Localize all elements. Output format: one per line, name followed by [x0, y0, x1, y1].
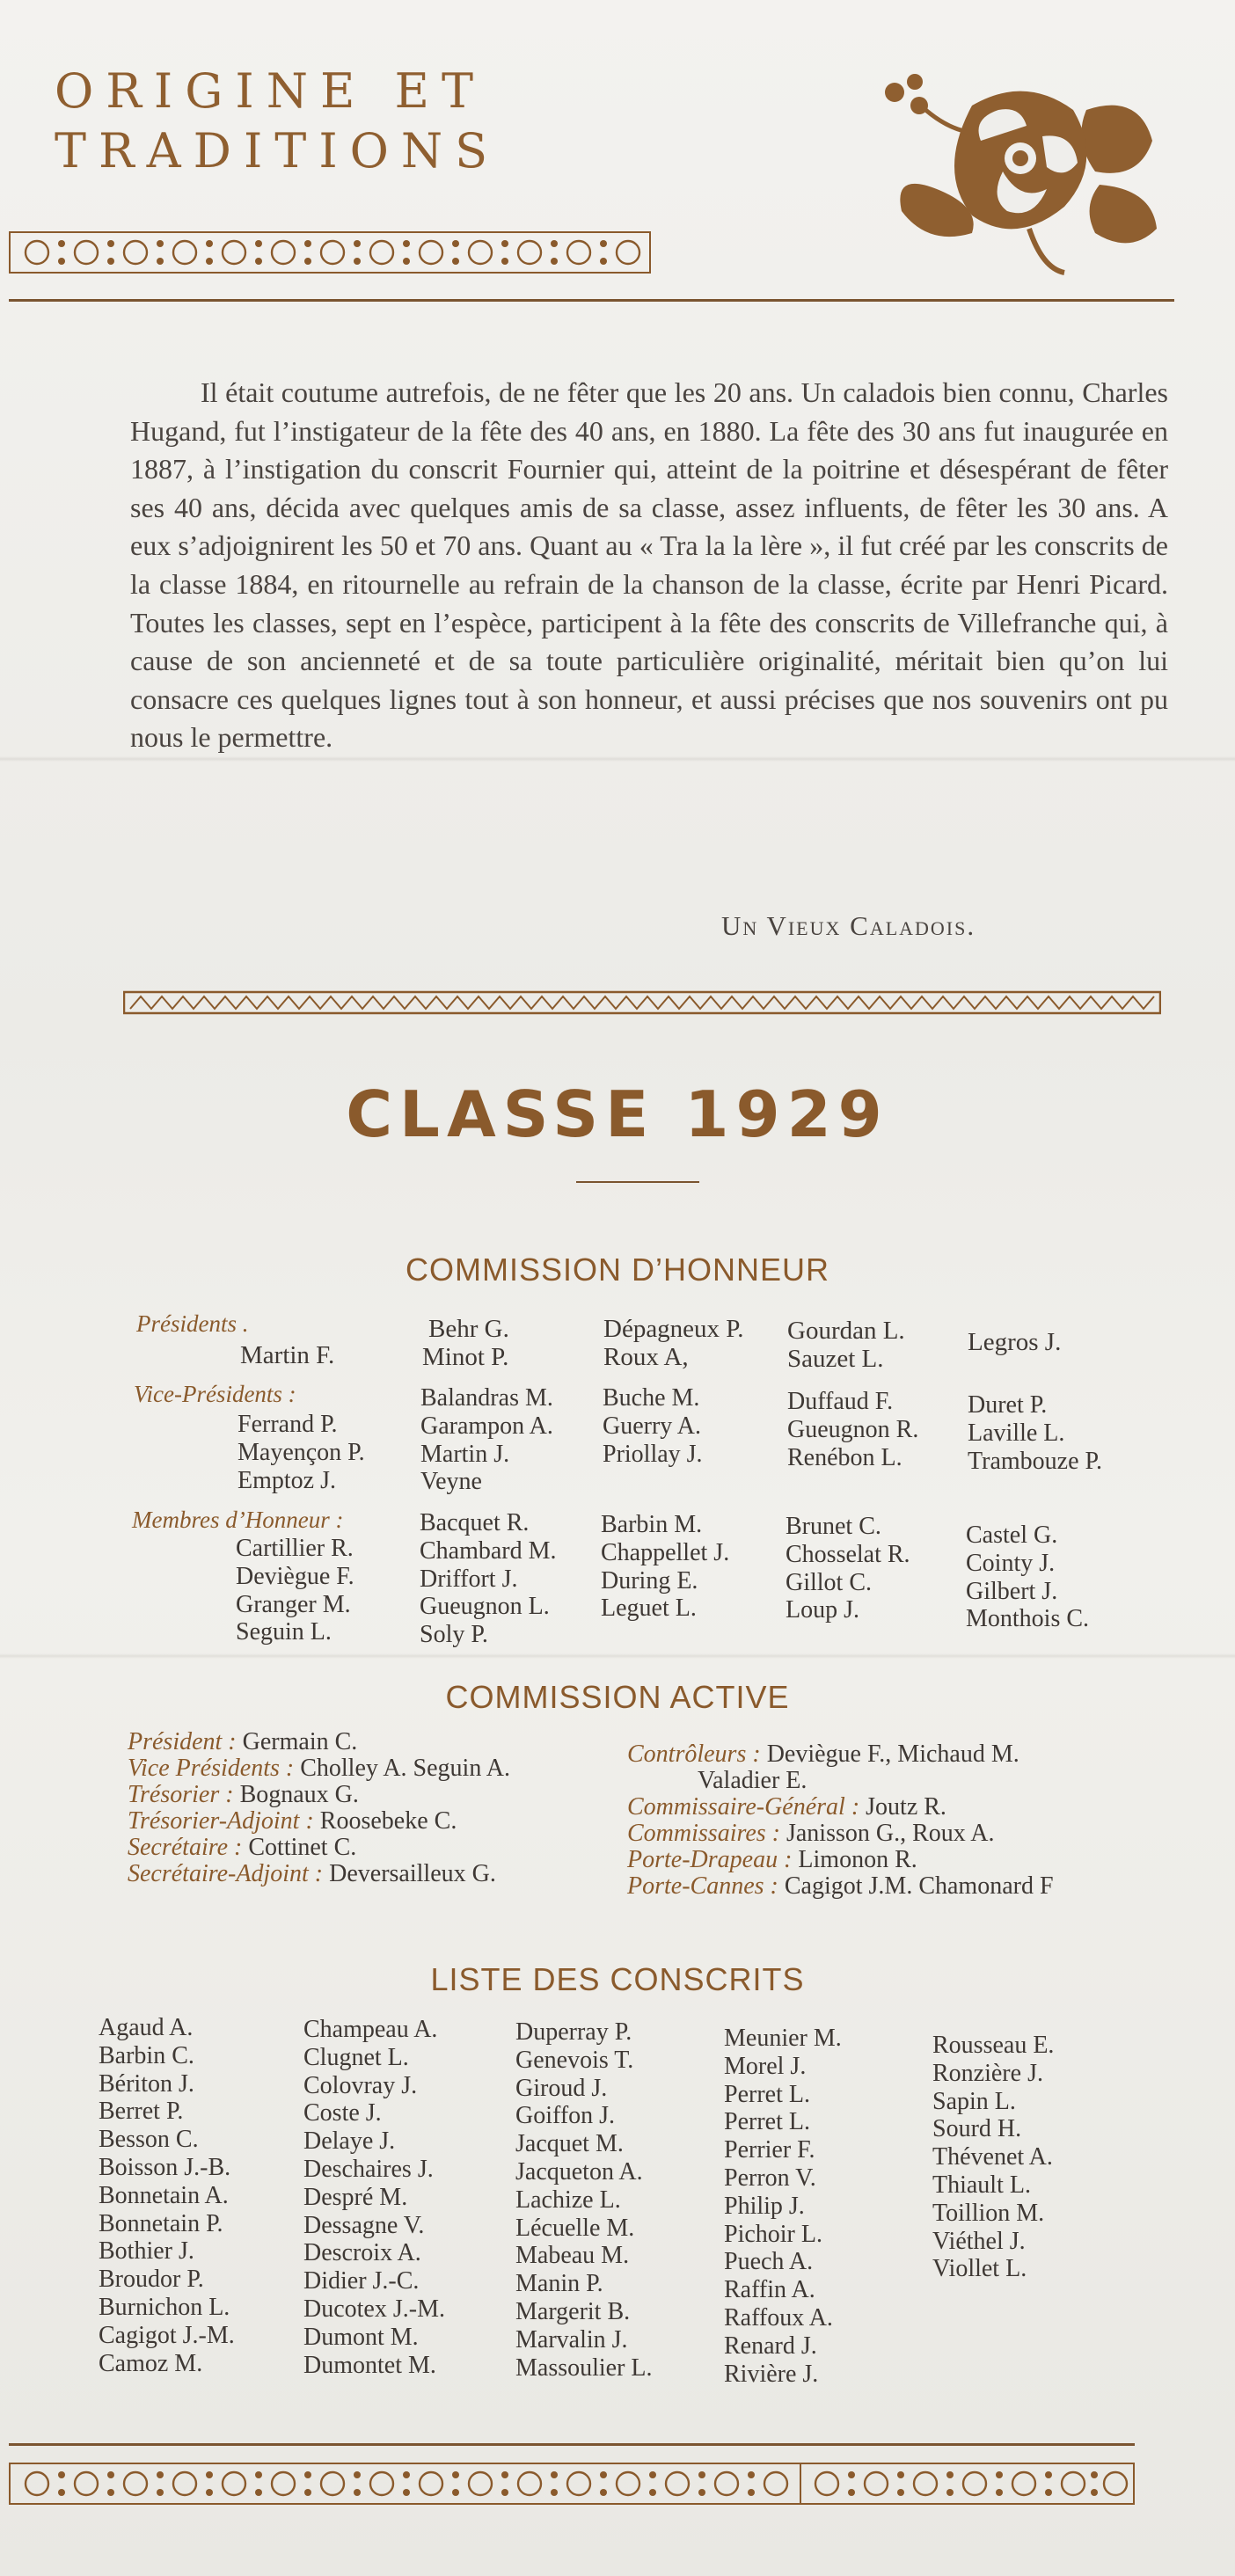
member-name: Chambard M. — [420, 1536, 557, 1565]
membres-label: Membres d’Honneur : — [132, 1507, 344, 1533]
member-name: Garampon A. — [420, 1412, 553, 1440]
conscrit-name: Perron V. — [724, 2164, 816, 2192]
conscrit-name: Camoz M. — [99, 2349, 203, 2377]
member-name: Dépagneux P. — [603, 1315, 744, 1343]
role-label: Contrôleurs : — [627, 1740, 761, 1768]
conscrit-name: Deschaires J. — [303, 2155, 434, 2183]
conscrit-name: Didier J.-C. — [303, 2267, 420, 2295]
divider-ornament — [123, 989, 1161, 1016]
membres-column-4 — [786, 1513, 910, 1624]
vice-column-5 — [968, 1391, 1102, 1475]
vice-column-3 — [603, 1384, 703, 1468]
member-name: Emptoz J. — [238, 1466, 336, 1494]
member-name: Ferrand P. — [238, 1411, 338, 1438]
member-name: Minot P. — [422, 1343, 509, 1371]
member-name: Duffaud F. — [787, 1388, 894, 1415]
vice-column-1 — [238, 1411, 365, 1494]
member-name: Gueugnon R. — [787, 1415, 919, 1443]
conscrits-column-4 — [724, 2025, 842, 2388]
intro-paragraph: Il était coutume autrefois, de ne fêter que les 20 ans. Un caladois bien connu, Charles Hugand, fut l’instigateur de la fête des 40 ans, en 1880. La fête des 30 ans fut inaugurée en 1887, à l’instigation du conscrit Fournier qui, atteint de la poitrine et désespérant de fêter ses 40 ans, décida avec quelques amis de sa classe, assez influents, de fêter les 30 ans. A eux s’adjoignirent les 50 et 70 ans. Quant au « Tra la la lère », il fut créé par les conscrits de la classe 1884, en ritournelle au refrain de la chanson de la classe, écrite par Henri Picard. Toutes les classes, sept en l’espèce, participent à la fête des conscrits de Villefranche qui, à cause de son ancienneté et de sa toute particulière originalité, méritait bien qu’on lui consacre ces quelques lignes tout à son honneur, et aussi précises que nos souvenirs ont pu nous le permettre. — [130, 376, 1168, 754]
honneur-title: COMMISSION D’HONNEUR — [405, 1252, 829, 1288]
member-name: Loup J. — [786, 1596, 859, 1624]
conscrit-name: Viollet L. — [932, 2255, 1027, 2283]
vice-column-4 — [787, 1388, 918, 1471]
member-name: Balandras M. — [420, 1384, 553, 1412]
role-names: Cagigot J.M. Chamonard F — [778, 1872, 1054, 1900]
conscrit-name: Burnichon L. — [99, 2293, 230, 2321]
member-name: Chappellet J. — [601, 1538, 730, 1566]
conscrit-name: Boisson J.-B. — [99, 2153, 231, 2181]
role-names: Janisson G., Roux A. — [779, 1820, 995, 1847]
conscrit-name: Bothier J. — [99, 2237, 194, 2266]
role-label: Secrétaire : — [128, 1834, 243, 1861]
member-name: Duret P. — [968, 1391, 1048, 1419]
role-label: Commissaire-Général : — [627, 1793, 860, 1821]
role-label: Porte-Cannes : — [627, 1872, 778, 1900]
member-name: Martin F. — [240, 1341, 335, 1369]
role-label: Vice Présidents : — [128, 1755, 295, 1782]
title-line-1: ORIGINE ET — [55, 63, 486, 119]
role-label: Trésorier : — [128, 1781, 234, 1808]
member-name: Cointy J. — [966, 1549, 1056, 1577]
conscrit-name: Sourd H. — [932, 2115, 1022, 2143]
conscrit-name: Morel J. — [724, 2052, 807, 2080]
role-label: Secrétaire-Adjoint : — [128, 1860, 324, 1887]
membres-column-2 — [420, 1509, 557, 1649]
conscrit-name: Ronzière J. — [932, 2059, 1043, 2087]
conscrit-name: Puech A. — [724, 2248, 814, 2276]
conscrit-name: Marvalin J. — [515, 2325, 628, 2353]
conscrit-name: Besson C. — [99, 2126, 199, 2154]
member-name: Legros J. — [968, 1328, 1062, 1356]
conscrit-name: Philip J. — [724, 2192, 805, 2220]
member-name: Driffort J. — [420, 1565, 518, 1593]
member-name: Seguin L. — [236, 1618, 332, 1646]
conscrit-name: Margerit B. — [515, 2297, 631, 2325]
member-name: Brunet C. — [786, 1513, 881, 1540]
role-names: Roosebeke C. — [313, 1807, 457, 1835]
role-names: Cholley A. Seguin A. — [294, 1755, 510, 1782]
flower-icon — [875, 57, 1166, 277]
vice-column-2 — [420, 1384, 553, 1496]
conscrit-name: Colovray J. — [303, 2071, 418, 2099]
member-name: Soly P. — [420, 1621, 488, 1649]
member-name: Bacquet R. — [420, 1509, 530, 1536]
role-names: Bognaux G. — [233, 1781, 359, 1808]
member-name: Martin J. — [420, 1440, 510, 1468]
conscrit-name: Lachize L. — [515, 2186, 621, 2214]
member-name: Trambouze P. — [968, 1447, 1102, 1475]
page-title — [55, 62, 500, 181]
conscrit-name: Goiffon J. — [515, 2102, 616, 2130]
conscrit-name: Descroix A. — [303, 2239, 421, 2267]
member-name: Cartillier R. — [236, 1535, 354, 1562]
conscrit-name: Sapin L. — [932, 2087, 1016, 2115]
conscrits-title: LISTE DES CONSCRITS — [430, 1961, 805, 1997]
conscrit-name: Perrier F. — [724, 2136, 815, 2164]
conscrits-column-3 — [515, 2018, 653, 2382]
conscrit-name: Despré M. — [303, 2183, 408, 2211]
role-names: Cottinet C. — [242, 1834, 357, 1861]
conscrit-name: Bonnetain A. — [99, 2181, 229, 2209]
role-label: Trésorier-Adjoint : — [128, 1807, 314, 1835]
conscrit-name: Berret P. — [99, 2098, 184, 2126]
membres-column-5 — [966, 1522, 1089, 1633]
conscrit-name: Thévenet A. — [932, 2143, 1053, 2171]
conscrit-name: Champeau A. — [303, 2016, 438, 2043]
conscrit-name: Coste J. — [303, 2099, 382, 2127]
role-names: Valadier E. — [698, 1767, 808, 1794]
conscrit-name: Viéthel J. — [932, 2227, 1026, 2255]
conscrit-name: Perret L. — [724, 2108, 810, 2136]
member-name: Barbin M. — [601, 1511, 703, 1538]
member-name: Behr G. — [428, 1315, 509, 1343]
conscrits-column-5 — [932, 2032, 1054, 2283]
active-left-list — [128, 1729, 510, 1887]
title-line-2: TRADITIONS — [55, 123, 501, 179]
role-names: Deviègue F., Michaud M. — [760, 1740, 1019, 1768]
intro-text — [130, 374, 1168, 757]
conscrit-name: Broudor P. — [99, 2266, 204, 2294]
member-name: Veyne — [420, 1468, 482, 1496]
conscrit-name: Clugnet L. — [303, 2043, 409, 2071]
role-label: Commissaires : — [627, 1820, 780, 1847]
conscrit-name: Genevois T. — [515, 2046, 634, 2074]
classe-title: CLASSE 1929 — [346, 1077, 889, 1151]
footer-rule — [9, 2443, 1135, 2446]
member-name: Guerry A. — [603, 1412, 701, 1440]
member-name: During E. — [601, 1566, 698, 1594]
conscrit-name: Cagigot J.-M. — [99, 2321, 235, 2349]
role-label: Président : — [128, 1728, 237, 1755]
member-name: Renébon L. — [787, 1443, 902, 1471]
role-names: Deversailleux G. — [323, 1860, 496, 1887]
member-name: Deviègue F. — [236, 1562, 354, 1590]
conscrit-name: Raffoux A. — [724, 2303, 833, 2332]
conscrit-name: Bériton J. — [99, 2069, 194, 2098]
member-name: Gueugnon L. — [420, 1593, 550, 1621]
conscrit-name: Dumont M. — [303, 2323, 419, 2351]
role-names: Germain C. — [236, 1728, 358, 1755]
classe-underline — [576, 1181, 699, 1183]
member-name: Laville L. — [968, 1419, 1065, 1447]
conscrit-name: Dessagne V. — [303, 2211, 425, 2239]
conscrit-name: Jacqueton A. — [515, 2157, 643, 2186]
membres-column-1 — [236, 1535, 354, 1646]
conscrit-name: Delaye J. — [303, 2127, 396, 2156]
role-names: Limonon R. — [792, 1846, 917, 1873]
member-name: Gilbert J. — [966, 1577, 1058, 1605]
role-names: Joutz R. — [859, 1793, 946, 1821]
conscrit-name: Bonnetain P. — [99, 2209, 223, 2237]
bottom-ornamental-border — [9, 2463, 1135, 2505]
conscrit-name: Manin P. — [515, 2270, 603, 2298]
conscrit-name: Lécuelle M. — [515, 2214, 635, 2242]
conscrit-name: Ducotex J.-M. — [303, 2295, 445, 2323]
conscrit-name: Giroud J. — [515, 2074, 608, 2102]
member-name: Roux A, — [603, 1343, 689, 1371]
presidents-label: Présidents . — [136, 1310, 249, 1337]
header-rule — [9, 299, 1174, 302]
active-title: COMMISSION ACTIVE — [445, 1679, 790, 1715]
member-name: Buche M. — [603, 1384, 700, 1412]
conscrit-name: Jacquet M. — [515, 2130, 624, 2158]
member-name: Sauzet L. — [787, 1345, 884, 1373]
conscrit-name: Meunier M. — [724, 2025, 842, 2052]
member-name: Gourdan L. — [787, 1317, 905, 1345]
conscrit-name: Perret L. — [724, 2080, 810, 2108]
conscrit-name: Thiault L. — [932, 2171, 1031, 2199]
vice-presidents-label: Vice-Présidents : — [134, 1381, 296, 1407]
conscrit-name: Toillion M. — [932, 2199, 1045, 2227]
conscrit-name: Barbin C. — [99, 2041, 194, 2069]
member-name: Priollay J. — [603, 1440, 703, 1468]
member-name: Leguet L. — [601, 1594, 697, 1623]
membres-column-3 — [601, 1511, 729, 1623]
member-name: Chosselat R. — [786, 1540, 910, 1568]
member-name: Granger M. — [236, 1590, 351, 1618]
conscrit-name: Renard J. — [724, 2332, 817, 2360]
signature: Un Vieux Caladois. — [721, 910, 976, 941]
conscrit-name: Rousseau E. — [932, 2032, 1055, 2059]
conscrit-name: Duperray P. — [515, 2018, 632, 2046]
conscrit-name: Mabeau M. — [515, 2242, 630, 2270]
ornamental-border — [9, 231, 651, 274]
conscrit-name: Dumontet M. — [303, 2351, 436, 2379]
member-name: Monthois C. — [966, 1605, 1090, 1633]
conscrit-name: Raffin A. — [724, 2276, 815, 2304]
conscrits-column-1 — [99, 2014, 235, 2377]
conscrit-name: Pichoir L. — [724, 2220, 822, 2248]
paper-fold — [0, 1653, 1235, 1659]
member-name: Castel G. — [966, 1522, 1058, 1549]
conscrits-column-2 — [303, 2016, 445, 2379]
member-name: Gillot C. — [786, 1568, 873, 1596]
conscrit-name: Massoulier L. — [515, 2353, 653, 2382]
conscrit-name: Agaud A. — [99, 2014, 194, 2041]
active-right-list — [627, 1741, 1054, 1900]
member-name: Mayençon P. — [238, 1438, 365, 1466]
conscrit-name: Rivière J. — [724, 2360, 819, 2388]
role-label: Porte-Drapeau : — [627, 1846, 793, 1873]
